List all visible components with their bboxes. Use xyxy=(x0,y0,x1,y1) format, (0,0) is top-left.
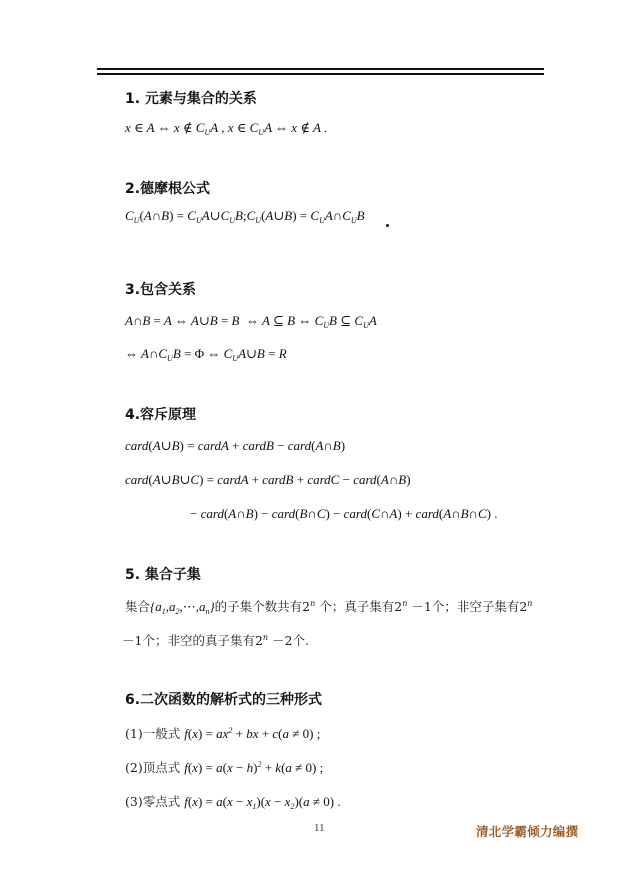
section-5-heading: 5. 集合子集 xyxy=(125,567,201,583)
section-6-form-3: (3)零点式 $f(x) = a(x - x_1)(x - x_2)(a \ne 0)$ . xyxy=(125,794,341,811)
section-6-heading: 6.二次函数的解析式的三种形式 xyxy=(125,692,323,708)
section-5-text-line-1: 集合$\{a_1,a_2,\cdots,a_n\}$的子集个数共有2$^n$ 个；真子集有$2^n -1$个；非空子集有2$^n$ xyxy=(125,598,533,616)
section-2-formula: $C_U(A\cap B)$ = $C_UA\cup C_UB;C_U(A\cup B)$ = $C_UA\cap C_UB$ xyxy=(125,208,365,225)
section-2-heading: 2.德摩根公式 xyxy=(125,181,211,197)
brand-watermark: 清北学霸倾力编撰 xyxy=(476,824,579,839)
section-3-formula-line-2: ⇔ $A\cap C_UB = \Phi$ ⇔ $C_UA\cup B = R$ xyxy=(125,346,287,363)
section-3-formula-line-1: A∩B = A ⇔ A∪B = B ⇔ A ⊆ B ⇔ $C_UB$ ⊆ $C_UA$ xyxy=(125,313,377,330)
section-1-heading: 1. 元素与集合的关系 xyxy=(125,91,257,107)
section-3-heading: 3.包含关系 xyxy=(125,282,197,298)
period-mark xyxy=(386,224,389,227)
section-1-formula: x ∈ A ⇔ x ∉ $C_UA$ , x ∈ $C_UA$ ⇔ x ∉ A . xyxy=(125,120,328,137)
section-6-form-1: (1)一般式 $f(x) = ax^2$ + bx + c(a ≠ 0) ; xyxy=(125,726,321,741)
section-4-formula-line-3: − card(A∩B) − card(B∩C) − card(C∩A) + card(A∩B∩C) . xyxy=(190,506,498,521)
section-5-text-line-2: －1个；非空的真子集有$2^n -2$个. xyxy=(122,632,309,648)
header-rule-top xyxy=(97,68,544,70)
page-number: 11 xyxy=(314,822,325,834)
section-4-heading: 4.容斥原理 xyxy=(125,407,197,423)
header-rule-bottom xyxy=(97,73,544,75)
section-4-formula-line-2: card(A∪B∪C) = cardA + cardB + cardC − card(A∩B) xyxy=(125,472,411,487)
section-4-formula-line-1: card(A∪B) = cardA + cardB − card(A∩B) xyxy=(125,438,346,453)
section-6-form-2: (2)顶点式 $f(x) = a(x - h)^2 + k(a \ne 0)$ ; xyxy=(125,760,324,775)
